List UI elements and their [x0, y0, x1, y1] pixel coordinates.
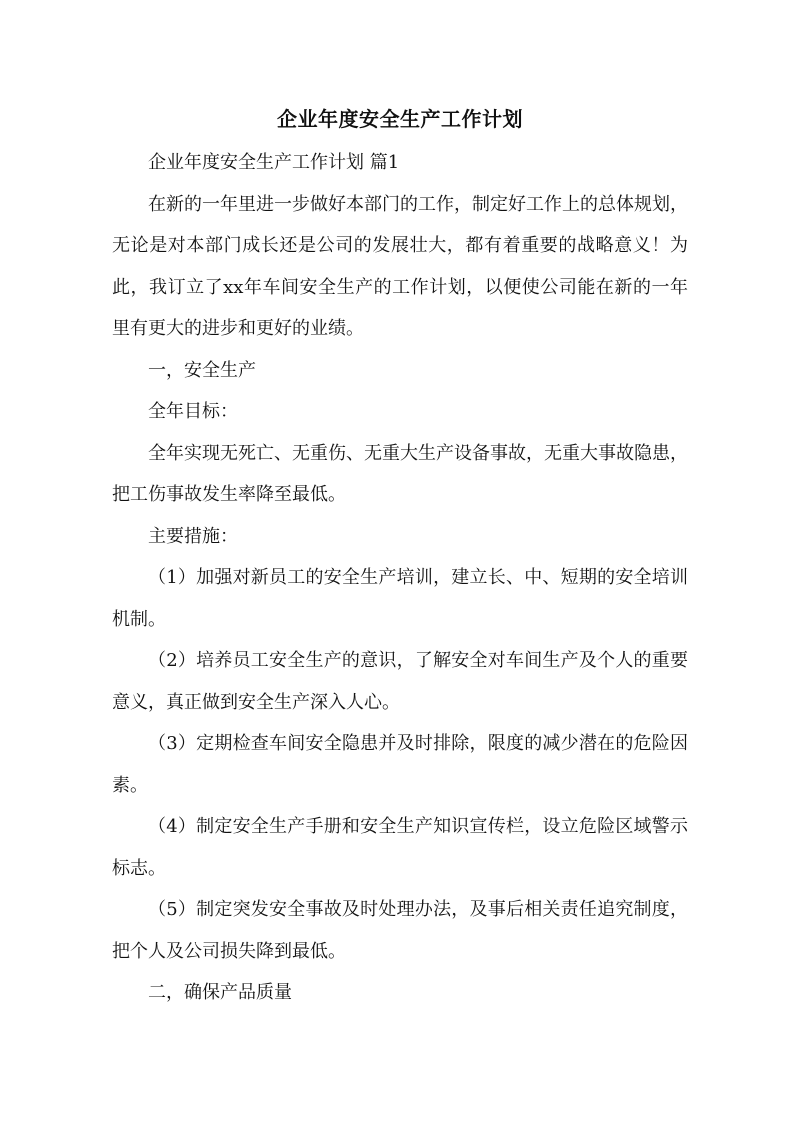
list-item-measure-5: （5）制定突发安全事故及时处理办法，及事后相关责任追究制度，把个人及公司损失降到最低。 — [112, 899, 688, 962]
paragraph-annual-goal-label: 全年目标： — [148, 401, 238, 422]
list-item-measure-4: （4）制定安全生产手册和安全生产知识宣传栏，设立危险区域警示标志。 — [112, 816, 688, 879]
list-item-measure-1: （1）加强对新员工的安全生产培训，建立长、中、短期的安全培训机制。 — [112, 567, 688, 630]
paragraph-annual-goal: 全年实现无死亡、无重伤、无重大生产设备事故，无重大事故隐患，把工伤事故发生率降至最低。 — [112, 442, 688, 505]
document-body — [112, 100, 688, 1014]
paragraph-subtitle: 企业年度安全生产工作计划 篇1 — [148, 152, 400, 173]
paragraph-measures-label: 主要措施： — [148, 525, 238, 547]
paragraph-intro: 在新的一年里进一步做好本部门的工作，制定好工作上的总体规划，无论是对本部门成长还是公司的发展壮大，都有着重要的战略意义！为此，我订立了xx年车间安全生产的工作计划，以便使公司能在新的一年里有更大的进步和更好的业绩。 — [112, 193, 688, 339]
list-item-measure-2: （2）培养员工安全生产的意识，了解安全对车间生产及个人的重要意义，真正做到安全生产深入人心。 — [112, 650, 688, 713]
document-title: 企业年度安全生产工作计划 — [277, 107, 523, 131]
section-heading-safety: 一，安全生产 — [148, 359, 256, 381]
section-heading-quality: 二，确保产品质量 — [148, 982, 292, 1003]
list-item-measure-3: （3）定期检查车间安全隐患并及时排除，限度的减少潜在的危险因素。 — [112, 733, 688, 796]
